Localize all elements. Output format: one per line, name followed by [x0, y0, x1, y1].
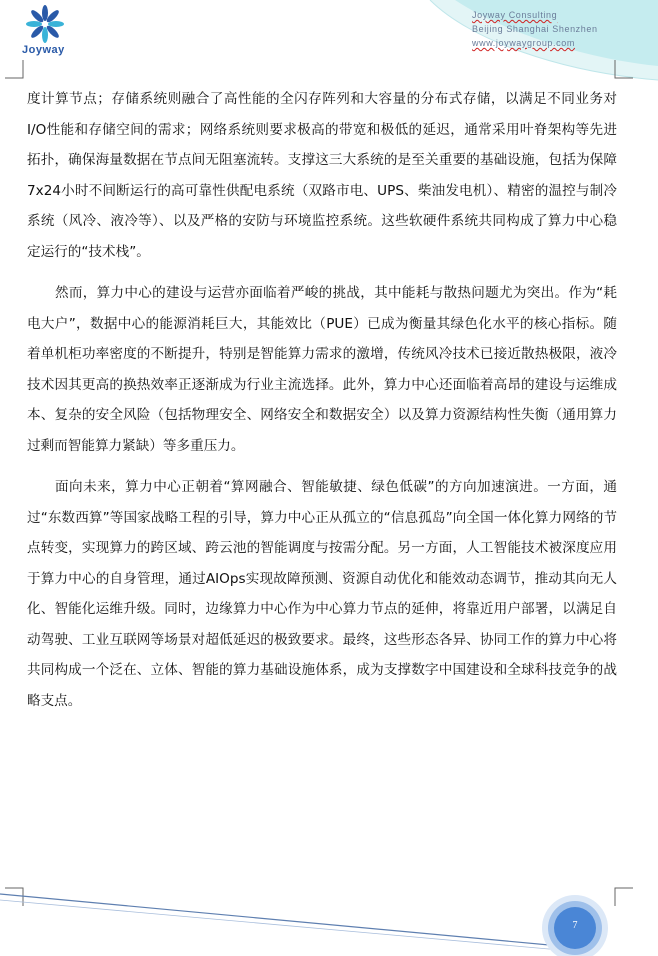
footer-decoration [0, 860, 658, 956]
logo-text: Joyway [22, 44, 65, 56]
company-web [472, 36, 598, 50]
company-web-text: www.joywaygroup.com [472, 38, 575, 48]
crop-mark-top-left [5, 60, 25, 80]
paragraph-2: 然而，算力中心的建设与运营亦面临着严峻的挑战，其中能耗与散热问题尤为突出。作为“耗电大户”，数据中心的能源消耗巨大，其能效比（PUE）已成为衡量其绿色化水平的核心指标。随着单机柜功率密度的不断提升，特别是智能算力需求的激增，传统风冷技术已接近散热极限，液冷技术因其更高的换热效率正逐渐成为行业主流选择。此外，算力中心还面临着高昂的建设与运维成本、复杂的安全风险（包括物理安全、网络安全和数据安全）以及算力资源结构性失衡（通用算力过剩而智能算力紧缺）等多重压力。 [27, 285, 617, 454]
company-name [472, 8, 598, 22]
company-cities: Beijing Shanghai Shenzhen [472, 24, 598, 34]
page-number: 7 [572, 920, 578, 931]
paragraph-1: 度计算节点；存储系统则融合了高性能的全闪存阵列和大容量的分布式存储，以满足不同业务对I/O性能和存储空间的需求；网络系统则要求极高的带宽和极低的延迟，通常采用叶脊架构等先进拓扑，确保海量数据在节点间无阻塞流转。支撑这三大系统的是至关重要的基础设施，包括为保障7x24小时不间断运行的高可靠性供配电系统（双路市电、UPS、柴油发电机）、精密的温控与制冷系统（风冷、液冷等）、以及严格的安防与环境监控系统。这些软硬件系统共同构成了算力中心稳定运行的“技术栈”。 [27, 91, 617, 260]
company-info [472, 8, 598, 50]
paragraph-3: 面向未来，算力中心正朝着“算网融合、智能敏捷、绿色低碳”的方向加速演进。一方面，通过“东数西算”等国家战略工程的引导，算力中心正从孤立的“信息孤岛”向全国一体化算力网络的节点转变，实现算力的跨区域、跨云池的智能调度与按需分配。另一方面，人工智能技术被深度应用于算力中心的自身管理，通过AIOps实现故障预测、资源自动优化和能效动态调节，推动其向无人化、智能化运维升级。同时，边缘算力中心作为中心算力节点的延伸，将靠近用户部署，以满足自动驾驶、工业互联网等场景对超低延迟的极致要求。最终，这些形态各异、协同工作的算力中心将共同构成一个泛在、立体、智能的算力基础设施体系，成为支撑数字中国建设和全球科技竞争的战略支点。 [27, 479, 617, 709]
company-name-text: Joyway Consulting [472, 10, 558, 20]
document-body [27, 84, 617, 716]
crop-mark-top-right [613, 60, 633, 80]
